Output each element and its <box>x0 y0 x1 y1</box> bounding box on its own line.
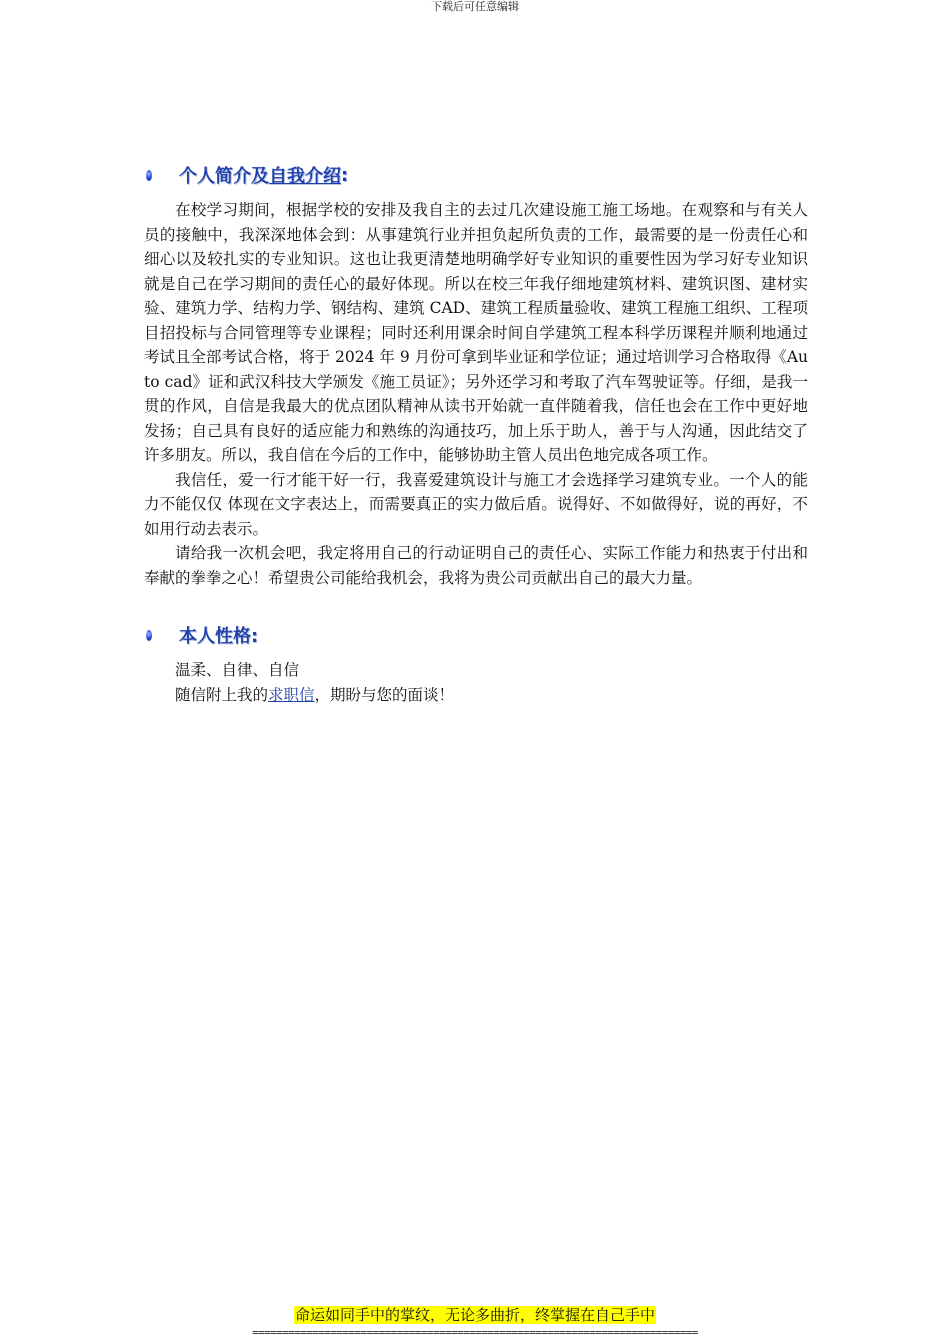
personality-heading: 本人性格: <box>179 626 259 647</box>
bullet-icon <box>146 170 152 181</box>
paragraph-belief: 我信任，爱一行才能干好一行，我喜爱建筑设计与施工才会选择学习建筑专业。一个人的能力不能仅仅 体现在文字表达上，而需要真正的实力做后盾。说得好、不如做得好，说的再好，不如用行动去表示。 <box>144 470 808 538</box>
footer-quote <box>0 1305 950 1325</box>
closing-line <box>144 683 808 708</box>
closing-prefix: 随信附上我的 <box>175 685 269 704</box>
footer-quote-text: 命运如同手中的掌纹，无论多曲折，终掌握在自己手中 <box>294 1306 655 1324</box>
footer-rule: ========================================================================== <box>252 1327 698 1339</box>
section-heading-introduction <box>144 160 808 190</box>
self-introduction-link[interactable]: 自我介绍 <box>269 166 341 187</box>
heading-prefix: 个人简介及 <box>179 166 269 187</box>
traits-line: 温柔、自律、自信 <box>175 661 300 679</box>
section-heading-personality <box>144 620 808 650</box>
closing-suffix: ，期盼与您的面谈！ <box>314 685 455 704</box>
heading-suffix: : <box>341 164 349 186</box>
bullet-icon <box>146 630 152 641</box>
header-note: 下载后可任意编辑 <box>431 0 519 13</box>
personality-text <box>144 658 808 707</box>
introduction-text <box>144 198 808 590</box>
document-body <box>144 160 808 707</box>
paragraph-study: 在校学习期间，根据学校的安排及我自主的去过几次建设施工施工场地。在观察和与有关人员的接触中，我深深地体会到：从事建筑行业并担负起所负责的工作，最需要的是一份责任心和细心以及较扎实的专业知识。这也让我更清楚地明确学好专业知识的重要性因为学习好专业知识就是自己在学习期间的责任心的最好体现。所以在校三年我仔细地建筑材料、建筑识图、建材实验、建筑力学、结构力学、钢结构、建筑 CAD、建筑工程质量验收、建筑工程施工组织、工程项目招投标与合同管理等专业课程；同时还利用课余时间自学建筑工程本科学历课程并顺利地通过考试且全部考试合格，将于 2024 年 9 月份可拿到毕业证和学位证；通过培训学习合格取得《Auto cad》证和武汉科技大学颁发《施工员证》；另外还学习和考取了汽车驾驶证等。仔细，是我一贯的作风，自信是我最大的优点团队精神从读书开始就一直伴随着我，信任也会在工作中更好地发扬；自己具有良好的适应能力和熟练的沟通技巧，加上乐于助人，善于与人沟通，因此结交了许多朋友。所以，我自信在今后的工作中，能够协助主管人员出色地完成各项工作。 <box>144 201 808 464</box>
cover-letter-link[interactable]: 求职信 <box>268 685 315 704</box>
paragraph-request: 请给我一次机会吧，我定将用自己的行动证明自己的责任心、实际工作能力和热衷于付出和奉献的拳拳之心！希望贵公司能给我机会，我将为贵公司贡献出自己的最大力量。 <box>144 544 808 587</box>
